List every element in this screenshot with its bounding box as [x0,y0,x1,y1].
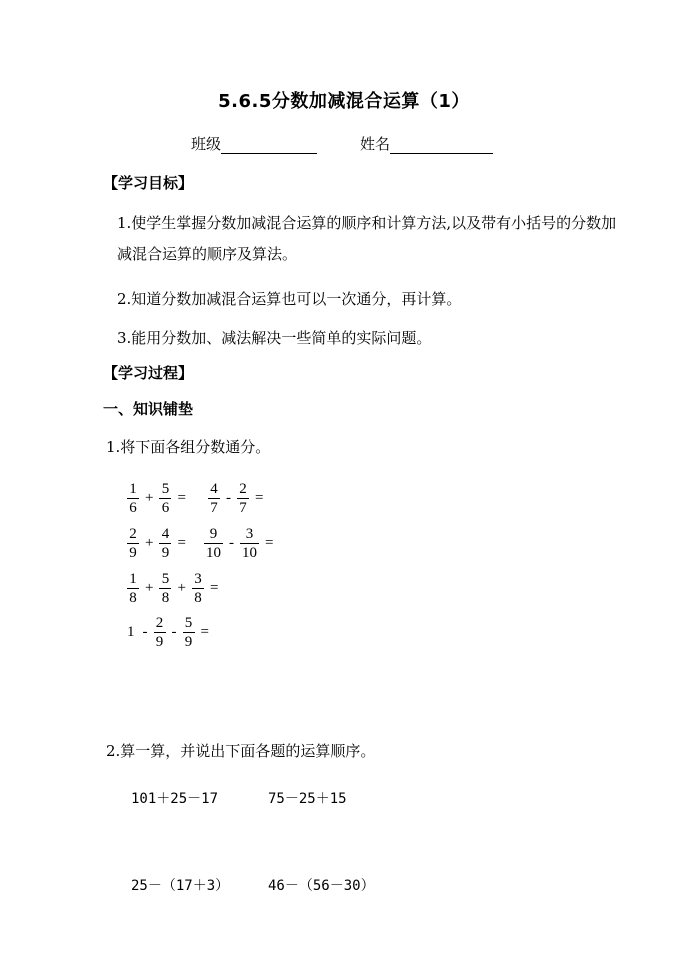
fraction: $\frac{3}{8}$ [192,570,204,607]
fraction: $\frac{1}{8}$ [127,570,139,607]
fraction: $\frac{5}{8}$ [159,570,171,607]
name-blank[interactable] [390,137,493,154]
page-title: 5.6.5分数加减混合运算（1） [218,91,470,112]
operator: + [177,580,186,596]
fraction: $\frac{5}{9}$ [183,614,195,651]
goals-header: 【学习目标】 [103,174,194,192]
question-1: 1.将下面各组分数通分。 [106,438,271,456]
fraction: $\frac{5}{6}$ [159,480,171,517]
class-label: 班级 [191,135,222,153]
goal-line: 1.使学生掌握分数加减混合运算的顺序和计算方法,以及带有小括号的分数加 [117,214,617,232]
fraction-row [125,570,222,607]
fraction: $\frac{2}{9}$ [154,614,166,651]
question-2: 2.算一算，并说出下面各题的运算顺序。 [106,742,376,760]
operator: + [145,490,154,506]
calc-expression: 46－（56－30） [268,878,375,894]
fraction-row [125,480,267,517]
fraction: $\frac{3}{10}$ [241,526,257,561]
equals: = [209,580,219,596]
operator: - [225,490,231,506]
equals: = [264,535,274,551]
equals: = [254,490,264,506]
fraction-row [125,614,213,651]
equals: = [200,624,209,640]
class-field [191,133,317,154]
fraction: $\frac{2}{9}$ [127,525,139,562]
fraction-row [125,525,277,562]
fraction: $\frac{2}{7}$ [237,480,249,517]
operator: + [145,580,154,596]
fraction: $\frac{4}{9}$ [159,525,171,562]
fraction: $\frac{4}{7}$ [208,480,220,517]
operator: - [171,624,177,640]
process-header: 【学习过程】 [103,364,194,382]
calc-expression: 25－（17＋3） [131,878,230,894]
operator: - [228,535,234,551]
name-label: 姓名 [360,135,391,153]
fraction: $\frac{9}{10}$ [205,526,221,561]
name-field [360,133,493,154]
calc-expression: 75－25＋15 [268,791,347,807]
goal-line: 2.知道分数加减混合运算也可以一次通分，再计算。 [117,290,462,308]
operator: - [142,624,148,640]
equals: = [177,535,186,551]
operator: + [145,535,154,551]
equals: = [177,490,186,506]
part1-header: 一、知识铺垫 [103,400,194,418]
whole-number: 1 [127,624,135,640]
class-blank[interactable] [221,137,317,154]
calc-expression: 101＋25－17 [131,791,219,807]
goal-line: 3.能用分数加、减法解决一些简单的实际问题。 [117,329,432,347]
goal-line: 减混合运算的顺序及算法。 [117,245,298,263]
fraction: $\frac{1}{6}$ [127,480,139,517]
